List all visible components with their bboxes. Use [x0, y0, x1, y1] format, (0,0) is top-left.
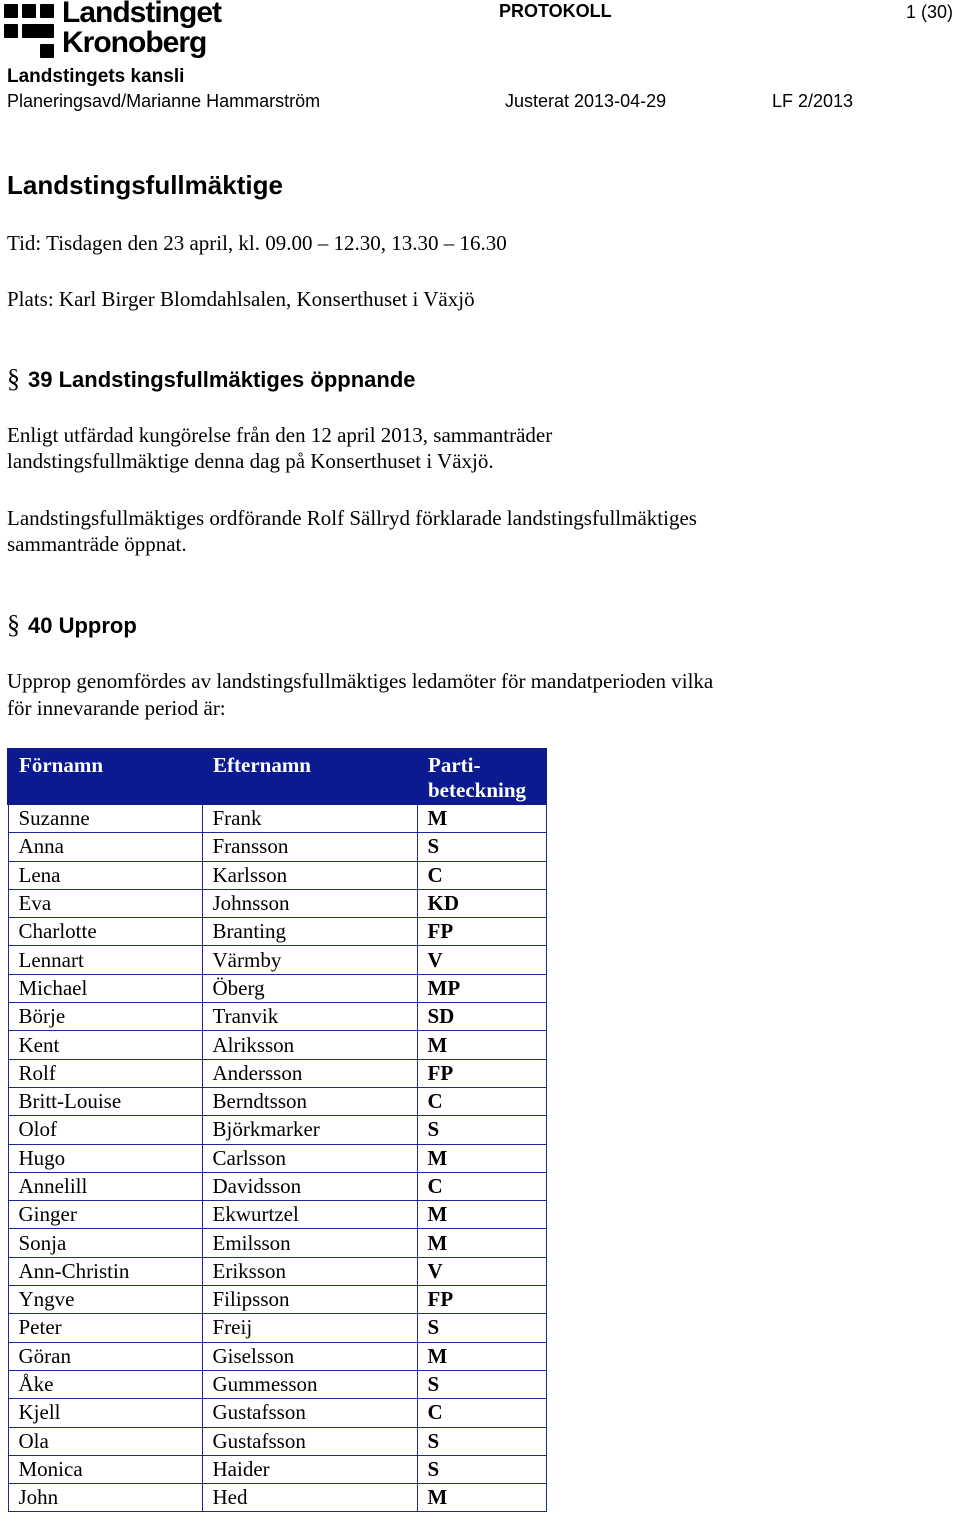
party-cell: C: [417, 1399, 546, 1427]
party-cell: SD: [417, 1003, 546, 1031]
table-row: [8, 1427, 546, 1455]
first-name-cell: Ola: [8, 1427, 202, 1455]
table-row: [8, 1314, 546, 1342]
section-title: 40 Upprop: [28, 613, 137, 638]
party-cell: S: [417, 1370, 546, 1398]
logo-mark: [22, 4, 36, 18]
party-cell: C: [417, 1087, 546, 1115]
document-type: PROTOKOLL: [499, 1, 612, 21]
last-name-cell: Filipsson: [202, 1286, 417, 1314]
party-cell: M: [417, 804, 546, 833]
first-name-cell: Ann-Christin: [8, 1257, 202, 1285]
table-row: [8, 804, 546, 833]
first-name-cell: Åke: [8, 1370, 202, 1398]
table-row: [8, 1003, 546, 1031]
table-row: [8, 889, 546, 917]
last-name-cell: Andersson: [202, 1059, 417, 1087]
party-cell: S: [417, 1314, 546, 1342]
paragraph-line: sammanträde öppnat.: [7, 532, 187, 556]
last-name-cell: Karlsson: [202, 861, 417, 889]
table-row: [8, 1257, 546, 1285]
document-reference: LF 2/2013: [772, 91, 854, 111]
table-row: [8, 1455, 546, 1483]
party-cell: M: [417, 1031, 546, 1059]
party-cell: FP: [417, 918, 546, 946]
paragraph-line: för innevarande period är:: [7, 696, 226, 720]
logo: [2, 0, 242, 64]
table-body: [8, 804, 546, 1512]
first-name-cell: Sonja: [8, 1229, 202, 1257]
party-cell: MP: [417, 974, 546, 1002]
logo-mark: [4, 4, 18, 18]
table-row: [8, 1087, 546, 1115]
first-name-cell: Charlotte: [8, 918, 202, 946]
last-name-cell: Ekwurtzel: [202, 1201, 417, 1229]
first-name-cell: Yngve: [8, 1286, 202, 1314]
last-name-cell: Carlsson: [202, 1144, 417, 1172]
party-cell: FP: [417, 1059, 546, 1087]
last-name-cell: Davidsson: [202, 1172, 417, 1200]
last-name-cell: Haider: [202, 1455, 417, 1483]
table-row: [8, 1286, 546, 1314]
page-number: 1 (30): [906, 2, 954, 22]
table-row: [8, 1229, 546, 1257]
last-name-cell: Gustafsson: [202, 1399, 417, 1427]
column-header-first-name: Förnamn: [8, 749, 202, 804]
approved-date: Justerat 2013-04-29: [505, 91, 667, 111]
last-name-cell: Emilsson: [202, 1229, 417, 1257]
first-name-cell: Börje: [8, 1003, 202, 1031]
first-name-cell: Göran: [8, 1342, 202, 1370]
first-name-cell: Olof: [8, 1116, 202, 1144]
first-name-cell: Monica: [8, 1455, 202, 1483]
last-name-cell: Tranvik: [202, 1003, 417, 1031]
first-name-cell: Lena: [8, 861, 202, 889]
last-name-cell: Branting: [202, 918, 417, 946]
table-row: [8, 1059, 546, 1087]
last-name-cell: Öberg: [202, 974, 417, 1002]
party-cell: M: [417, 1484, 546, 1512]
first-name-cell: Kjell: [8, 1399, 202, 1427]
first-name-cell: Ginger: [8, 1201, 202, 1229]
party-cell: M: [417, 1229, 546, 1257]
section-title: 39 Landstingsfullmäktiges öppnande: [28, 367, 416, 392]
table-row: [8, 1031, 546, 1059]
party-cell: V: [417, 946, 546, 974]
last-name-cell: Giselsson: [202, 1342, 417, 1370]
logo-text-line1: Landstinget: [62, 0, 221, 29]
table-row: [8, 1370, 546, 1398]
column-header-party-line1: Parti-: [428, 753, 481, 777]
table-row: [8, 1144, 546, 1172]
section-sign: §: [7, 364, 20, 393]
party-cell: KD: [417, 889, 546, 917]
party-cell: C: [417, 861, 546, 889]
last-name-cell: Frank: [202, 804, 417, 833]
column-header-last-name: Efternamn: [202, 749, 417, 804]
last-name-cell: Hed: [202, 1484, 417, 1512]
member-roll-table: [7, 748, 547, 1512]
first-name-cell: Rolf: [8, 1059, 202, 1087]
first-name-cell: Lennart: [8, 946, 202, 974]
table-row: [8, 1342, 546, 1370]
first-name-cell: Suzanne: [8, 804, 202, 833]
party-cell: C: [417, 1172, 546, 1200]
table-row: [8, 1172, 546, 1200]
last-name-cell: Eriksson: [202, 1257, 417, 1285]
first-name-cell: Britt-Louise: [8, 1087, 202, 1115]
paragraph-line: Upprop genomfördes av landstingsfullmäktiges ledamöter för mandatperioden vilka: [7, 669, 714, 693]
column-header-party-line2: beteckning: [428, 778, 527, 802]
party-cell: S: [417, 833, 546, 861]
logo-mark: [40, 4, 54, 18]
first-name-cell: Eva: [8, 889, 202, 917]
first-name-cell: Hugo: [8, 1144, 202, 1172]
paragraph-line: Landstingsfullmäktiges ordförande Rolf Sällryd förklarade landstingsfullmäktiges: [7, 506, 697, 530]
section-heading-40: [7, 610, 137, 640]
first-name-cell: Annelill: [8, 1172, 202, 1200]
table-row: [8, 1399, 546, 1427]
table-row: [8, 946, 546, 974]
page-title: Landstingsfullmäktige: [7, 170, 283, 200]
department-author: Planeringsavd/Marianne Hammarström: [7, 91, 321, 111]
logo-text-line2: Kronoberg: [62, 26, 207, 59]
logo-mark: [40, 44, 54, 58]
first-name-cell: Michael: [8, 974, 202, 1002]
table-row: [8, 1201, 546, 1229]
last-name-cell: Freij: [202, 1314, 417, 1342]
party-cell: V: [417, 1257, 546, 1285]
last-name-cell: Fransson: [202, 833, 417, 861]
party-cell: M: [417, 1201, 546, 1229]
table-row: [8, 918, 546, 946]
paragraph-line: landstingsfullmäktige denna dag på Konserthuset i Växjö.: [7, 449, 494, 473]
first-name-cell: Peter: [8, 1314, 202, 1342]
table-row: [8, 861, 546, 889]
last-name-cell: Berndtsson: [202, 1087, 417, 1115]
column-header-party: [417, 749, 546, 804]
first-name-cell: Anna: [8, 833, 202, 861]
table-row: [8, 833, 546, 861]
first-name-cell: John: [8, 1484, 202, 1512]
section-heading-39: [7, 364, 416, 394]
table-header-row: [8, 749, 546, 804]
table-row: [8, 1116, 546, 1144]
last-name-cell: Alriksson: [202, 1031, 417, 1059]
party-cell: FP: [417, 1286, 546, 1314]
last-name-cell: Gummesson: [202, 1370, 417, 1398]
table-row: [8, 1484, 546, 1512]
party-cell: S: [417, 1455, 546, 1483]
last-name-cell: Björkmarker: [202, 1116, 417, 1144]
meeting-time: Tid: Tisdagen den 23 april, kl. 09.00 – 12.30, 13.30 – 16.30: [7, 231, 507, 255]
table-row: [8, 974, 546, 1002]
office-name: Landstingets kansli: [7, 66, 185, 87]
meeting-place: Plats: Karl Birger Blomdahlsalen, Konserthuset i Växjö: [7, 287, 475, 311]
party-cell: M: [417, 1342, 546, 1370]
last-name-cell: Värmby: [202, 946, 417, 974]
last-name-cell: Johnsson: [202, 889, 417, 917]
first-name-cell: Kent: [8, 1031, 202, 1059]
section-sign: §: [7, 610, 20, 639]
last-name-cell: Gustafsson: [202, 1427, 417, 1455]
paragraph-line: Enligt utfärdad kungörelse från den 12 april 2013, sammanträder: [7, 423, 553, 447]
party-cell: M: [417, 1144, 546, 1172]
logo-mark: [22, 24, 54, 38]
logo-mark: [4, 24, 18, 38]
party-cell: S: [417, 1427, 546, 1455]
party-cell: S: [417, 1116, 546, 1144]
